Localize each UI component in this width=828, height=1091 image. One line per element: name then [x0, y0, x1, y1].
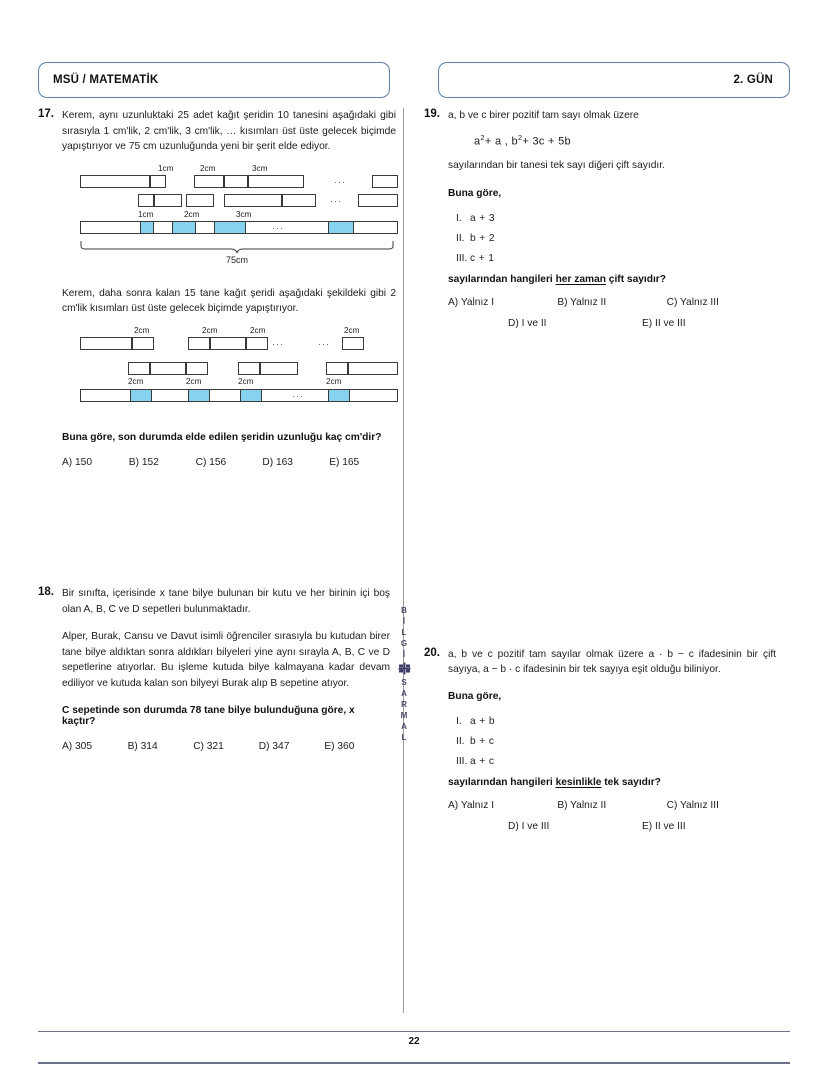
- roman-value: b + 2: [470, 232, 495, 244]
- strip-segment: [186, 362, 208, 375]
- option-d[interactable]: D) I ve II: [508, 317, 547, 329]
- question-text-2: sayılarından bir tanesi tek sayı diğeri çift sayıdır.: [448, 160, 665, 172]
- roman-item: [448, 736, 776, 747]
- option-a[interactable]: A) 305: [62, 740, 93, 752]
- formula-sup-b: 2: [517, 132, 523, 142]
- strip-segment: [260, 362, 298, 375]
- figure-strips-1: [76, 164, 396, 272]
- watermark-letter: A: [401, 689, 407, 698]
- roman-item: [448, 253, 776, 264]
- strip-segment: [348, 362, 398, 375]
- roman-label: I.: [456, 212, 462, 224]
- strip-segment: [246, 337, 268, 350]
- ask-underlined: kesinlikle: [555, 777, 602, 789]
- option-a[interactable]: A) Yalnız I: [448, 800, 495, 812]
- figure1-label-1cm: 1cm: [158, 163, 174, 173]
- question-19-ask: [448, 274, 776, 285]
- strip-overlap-blue: [188, 389, 210, 402]
- figure1-label-3cm: 3cm: [252, 163, 268, 173]
- question-17-options: [62, 457, 396, 468]
- roman-label: III.: [456, 252, 468, 264]
- buna-gore-label: Buna göre,: [448, 691, 502, 703]
- roman-value: a + b: [470, 716, 495, 728]
- exam-day-label: 2. GÜN: [733, 74, 773, 86]
- column-divider: [401, 108, 407, 1013]
- roman-label: III.: [456, 756, 468, 768]
- question-text: Kerem, aynı uzunluktaki 25 adet kağıt şeridin 10 tanesini aşağıdaki gibi sırasıyla 1 cm'lik, 2 cm'lik, 3 cm'lik, … kısımları üst üste gelecek biçimde yapıştırıyor ve 75 cm uzunluğunda yeni bir şerit elde ediyor.: [62, 110, 396, 153]
- ask-suffix: çift sayıdır?: [605, 273, 666, 285]
- figure2-strip-row-result: [76, 389, 396, 404]
- strip-segment: [80, 175, 150, 188]
- watermark-letter: M: [400, 711, 408, 720]
- option-d[interactable]: D) 347: [258, 740, 290, 752]
- formula-mid: + a , b: [484, 135, 518, 148]
- question-20: [424, 647, 776, 832]
- strip-segment: [132, 337, 154, 350]
- footer-rule-top: [38, 1031, 790, 1032]
- strip-segment: [138, 194, 154, 207]
- watermark-letter: B: [401, 606, 407, 615]
- option-b[interactable]: B) 314: [127, 740, 158, 752]
- strip-overlap-blue: [328, 221, 354, 234]
- question-20-options-row2: [448, 821, 776, 832]
- figure1-brace-label: 75cm: [225, 254, 248, 265]
- question-18-ask: C sepetinde son durumda 78 tane bilye bulunduğuna göre, x kaçtır?: [62, 704, 355, 727]
- ask-prefix: sayılarından hangileri: [448, 777, 556, 789]
- strip-segment: [188, 337, 210, 350]
- strip-segment: [150, 175, 166, 188]
- figure2-strip-row-top: [76, 337, 396, 352]
- figure1-strip-row-result: [76, 221, 396, 236]
- option-d[interactable]: D) 163: [262, 456, 293, 468]
- roman-label: II.: [456, 736, 465, 748]
- figure1-label-3cm-b: 3cm: [236, 209, 252, 219]
- figure2-dots: ···: [318, 338, 330, 349]
- strip-overlap-blue: [328, 389, 350, 402]
- strip-overlap-blue: [130, 389, 152, 402]
- strip-segment: [224, 175, 248, 188]
- question-19: [424, 108, 776, 329]
- question-19-romans: [448, 213, 776, 264]
- right-column: [424, 108, 776, 832]
- figure2-label-2cm: 2cm: [250, 325, 266, 335]
- strip-segment: [194, 175, 224, 188]
- figure1-dots: ···: [330, 195, 342, 206]
- option-a[interactable]: A) Yalnız I: [448, 296, 495, 308]
- roman-item: [448, 756, 776, 767]
- watermark-letter: R: [401, 700, 407, 709]
- question-20-options-row1: [448, 800, 776, 811]
- question-19-options-row1: [448, 297, 776, 308]
- ask-suffix: tek sayıdır?: [601, 777, 661, 789]
- roman-label: I.: [456, 716, 462, 728]
- formula-sup-a: 2: [480, 132, 485, 142]
- header-box-right: [438, 62, 790, 98]
- question-number: 20.: [424, 646, 440, 659]
- option-d[interactable]: D) I ve III: [508, 821, 550, 833]
- figure1-label-2cm-b: 2cm: [184, 209, 200, 219]
- question-18-options: [62, 741, 390, 752]
- strip-segment: [154, 194, 182, 207]
- option-e[interactable]: E) II ve III: [642, 821, 686, 833]
- strip-segment: [238, 362, 260, 375]
- figure2-strip-row-mid: [76, 362, 396, 377]
- question-number: 18.: [38, 585, 54, 598]
- strip-segment: [224, 194, 282, 207]
- figure2-label-2cm-b: 2cm: [186, 376, 202, 386]
- exam-title: MSÜ / MATEMATİK: [53, 74, 159, 86]
- bilgi-sarmal-logo-icon: [398, 662, 411, 675]
- question-text: a, b ve c birer pozitif tam sayı olmak üzere: [448, 110, 639, 121]
- watermark-letter: İ: [402, 617, 406, 626]
- figure1-brace: [76, 240, 396, 266]
- roman-item: [448, 716, 776, 727]
- figure1-strip-row-top: [76, 175, 396, 190]
- option-e[interactable]: E) 165: [329, 456, 360, 468]
- strip-segment: [326, 362, 348, 375]
- figure2-label-2cm-b: 2cm: [238, 376, 254, 386]
- strip-overlap-blue: [140, 221, 154, 234]
- question-number: 19.: [424, 108, 440, 120]
- figure1-dots: ···: [272, 222, 284, 233]
- ask-underlined: her zaman: [555, 273, 606, 285]
- figure2-label-2cm: 2cm: [202, 325, 218, 335]
- strip-overlap-blue: [214, 221, 246, 234]
- strip-segment: [248, 175, 304, 188]
- buna-gore-label: Buna göre,: [448, 187, 502, 199]
- watermark-letter: L: [401, 733, 407, 742]
- strip-overlap-blue: [240, 389, 262, 402]
- figure1-label-1cm-b: 1cm: [138, 209, 154, 219]
- roman-value: c + 1: [470, 252, 495, 264]
- question-17: [38, 108, 396, 468]
- question-19-formula: [474, 133, 776, 148]
- page-header: [38, 62, 790, 100]
- watermark-letter: A: [401, 722, 407, 731]
- strip-segment: [282, 194, 316, 207]
- strip-segment: [150, 362, 186, 375]
- figure2-label-2cm-b: 2cm: [128, 376, 144, 386]
- watermark-letter: İ: [402, 650, 406, 659]
- figure2-dots: ···: [292, 390, 304, 401]
- roman-item: [448, 233, 776, 244]
- question-text: a, b ve c pozitif tam sayılar olmak üzere a · b − c ifadesinin bir çift sayıya, a − b · c ifadesinin bir tek sayıya eşit olduğu biliniyor.: [448, 648, 776, 676]
- ask-prefix: sayılarından hangileri: [448, 273, 556, 285]
- option-b[interactable]: B) Yalnız II: [557, 296, 607, 308]
- watermark-letter: G: [400, 639, 408, 648]
- vertical-watermark: [394, 605, 414, 743]
- strip-segment: [210, 337, 246, 350]
- figure1-strip-row-mid: [76, 194, 396, 209]
- roman-value: a + c: [470, 756, 495, 768]
- formula-term-a: a: [474, 135, 481, 148]
- strip-overlap-blue: [172, 221, 196, 234]
- figure1-dots: ···: [334, 176, 346, 187]
- strip-segment: [372, 175, 398, 188]
- figure2-label-2cm: 2cm: [344, 325, 360, 335]
- watermark-letter: S: [401, 678, 407, 687]
- strip-result-base: [80, 389, 398, 402]
- question-text-2: Alper, Burak, Cansu ve Davut isimli öğrenciler sırasıyla bu kutudan birer tane bilye aldıktan sonra aldıkları bilyeleri yine aynı sırayla A, B, C ve D sepetlerine atıyorlar. Bu işleme kutuda bilye kalmayana kadar devam ediliyor ve kutuda kalan son bilyeyi Burak alıp B sepetine atıyor.: [62, 631, 390, 689]
- figure2-label-2cm: 2cm: [134, 325, 150, 335]
- option-c[interactable]: C) Yalnız III: [666, 296, 719, 308]
- strip-segment: [342, 337, 364, 350]
- question-number: 17.: [38, 108, 54, 120]
- roman-value: b + c: [470, 736, 495, 748]
- roman-item: [448, 213, 776, 224]
- option-e[interactable]: E) II ve III: [642, 317, 686, 329]
- option-e[interactable]: E) 360: [324, 740, 355, 752]
- question-19-options-row2: [448, 318, 776, 329]
- formula-tail: + 3c + 5b: [522, 135, 571, 148]
- option-c[interactable]: C) 321: [193, 740, 224, 752]
- question-20-romans: [448, 716, 776, 767]
- question-17-ask: Buna göre, son durumda elde edilen şeridin uzunluğu kaç cm'dir?: [62, 431, 382, 443]
- option-b[interactable]: B) Yalnız II: [557, 800, 607, 812]
- question-text-2: Kerem, daha sonra kalan 15 tane kağıt şeridi aşağıdaki şekildeki gibi 2 cm'lik kısımları üst üste gelecek biçimde yapıştırıyor.: [62, 287, 396, 315]
- question-18: [38, 586, 390, 752]
- figure2-label-2cm-b: 2cm: [326, 376, 342, 386]
- option-b[interactable]: B) 152: [128, 456, 159, 468]
- page-number: 22: [408, 1036, 420, 1047]
- strip-segment: [186, 194, 214, 207]
- watermark-letter: L: [401, 628, 407, 637]
- option-c[interactable]: C) Yalnız III: [666, 800, 719, 812]
- strip-segment: [80, 337, 132, 350]
- footer-rule-bottom: [38, 1062, 790, 1064]
- question-text: Bir sınıfta, içerisinde x tane bilye bulunan bir kutu ve her birinin içi boş olan A, B, C ve D sepetleri bulunmaktadır.: [62, 587, 390, 615]
- header-box-left: [38, 62, 390, 98]
- left-column: [38, 108, 396, 752]
- option-a[interactable]: A) 150: [62, 456, 93, 468]
- strip-segment: [128, 362, 150, 375]
- roman-value: a + 3: [470, 212, 495, 224]
- option-c[interactable]: C) 156: [195, 456, 227, 468]
- roman-label: II.: [456, 232, 465, 244]
- figure1-label-2cm: 2cm: [200, 163, 216, 173]
- strip-segment: [358, 194, 398, 207]
- question-20-ask: [448, 777, 776, 788]
- figure2-dots: ···: [272, 338, 284, 349]
- figure-strips-2: [76, 326, 396, 420]
